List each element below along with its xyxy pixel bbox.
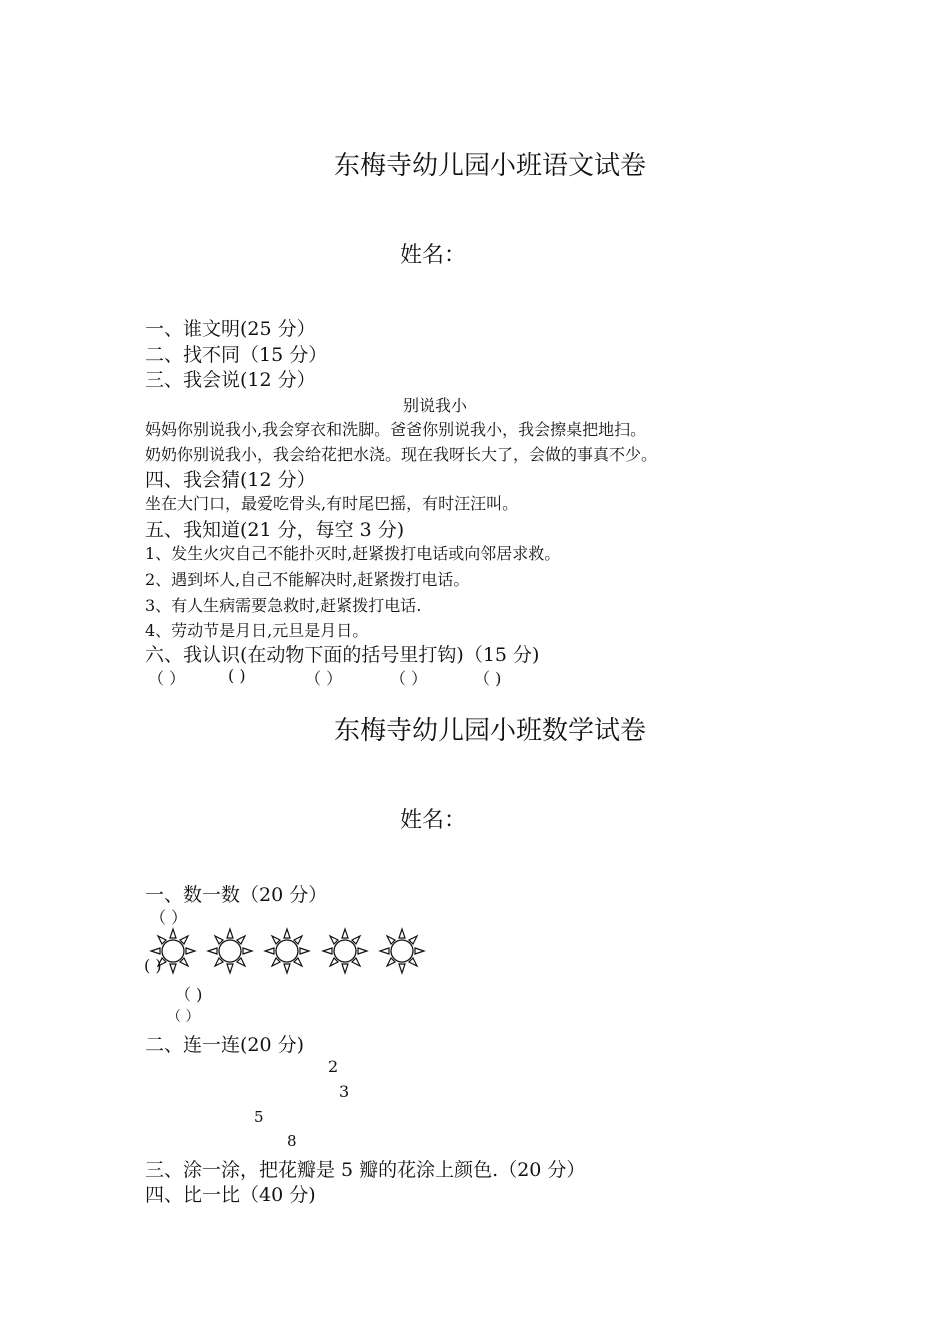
q5-item: 2、遇到坏人,自己不能解决时,赶紧拨打电话。 bbox=[145, 570, 470, 589]
chinese-question-2: 二、找不同（15 分） bbox=[145, 344, 328, 366]
chinese-name-label: 姓名： bbox=[400, 243, 467, 268]
answer-bracket[interactable]: （ ） bbox=[148, 669, 186, 688]
sun-icon bbox=[262, 926, 312, 976]
answer-bracket[interactable]: （ ) bbox=[175, 985, 203, 1004]
riddle-text: 坐在大门口，最爱吃骨头,有时尾巴摇，有时汪汪叫。 bbox=[145, 494, 519, 513]
math-question-3: 三、涂一涂，把花瓣是 5 瓣的花涂上颜色.（20 分） bbox=[145, 1159, 586, 1181]
chinese-question-1: 一、谁文明(25 分） bbox=[145, 318, 316, 340]
chinese-question-5: 五、我知道(21 分，每空 3 分) bbox=[145, 519, 405, 541]
answer-bracket[interactable]: （ ） bbox=[150, 908, 188, 927]
chinese-question-4: 四、我会猜(12 分） bbox=[145, 469, 316, 491]
q5-item: 3、有人生病需要急救时,赶紧拨打电话. bbox=[145, 596, 422, 615]
poem-line-2: 奶奶你别说我小，我会给花把水浇。现在我呀长大了，会做的事真不少。 bbox=[145, 445, 658, 464]
chinese-exam-title: 东梅寺幼儿园小班语文试卷 bbox=[333, 151, 646, 181]
chinese-question-6: 六、我认识(在动物下面的括号里打钩)（15 分) bbox=[145, 644, 540, 666]
sun-icon bbox=[377, 926, 427, 976]
match-number[interactable]: 8 bbox=[287, 1132, 297, 1150]
answer-bracket[interactable]: （ ) bbox=[474, 669, 502, 688]
math-question-2: 二、连一连(20 分) bbox=[145, 1034, 305, 1056]
q5-item: 4、劳动节是月日,元旦是月日。 bbox=[145, 621, 369, 640]
match-number[interactable]: 5 bbox=[254, 1108, 264, 1126]
answer-bracket[interactable]: ( ) bbox=[228, 666, 246, 685]
q5-item: 1、发生火灾自己不能扑灭时,赶紧拨打电话或向邻居求救。 bbox=[145, 544, 561, 563]
poem-title: 别说我小 bbox=[403, 396, 468, 415]
answer-bracket[interactable]: ( ) bbox=[144, 956, 162, 975]
answer-bracket[interactable]: （ ） bbox=[167, 1009, 200, 1025]
chinese-question-3: 三、我会说(12 分） bbox=[145, 369, 316, 391]
math-name-label: 姓名： bbox=[400, 808, 467, 833]
sun-icon bbox=[320, 926, 370, 976]
match-number[interactable]: 2 bbox=[328, 1057, 339, 1076]
answer-bracket[interactable]: （ ） bbox=[305, 669, 343, 688]
poem-line-1: 妈妈你别说我小,我会穿衣和洗脚。爸爸你别说我小，我会擦桌把地扫。 bbox=[145, 420, 647, 439]
sun-icon bbox=[205, 926, 255, 976]
math-question-1: 一、数一数（20 分） bbox=[145, 884, 328, 906]
answer-bracket[interactable]: （ ） bbox=[390, 669, 428, 688]
math-exam-title: 东梅寺幼儿园小班数学试卷 bbox=[333, 716, 646, 746]
math-question-4: 四、比一比（40 分) bbox=[145, 1184, 316, 1206]
match-number[interactable]: 3 bbox=[339, 1082, 350, 1101]
